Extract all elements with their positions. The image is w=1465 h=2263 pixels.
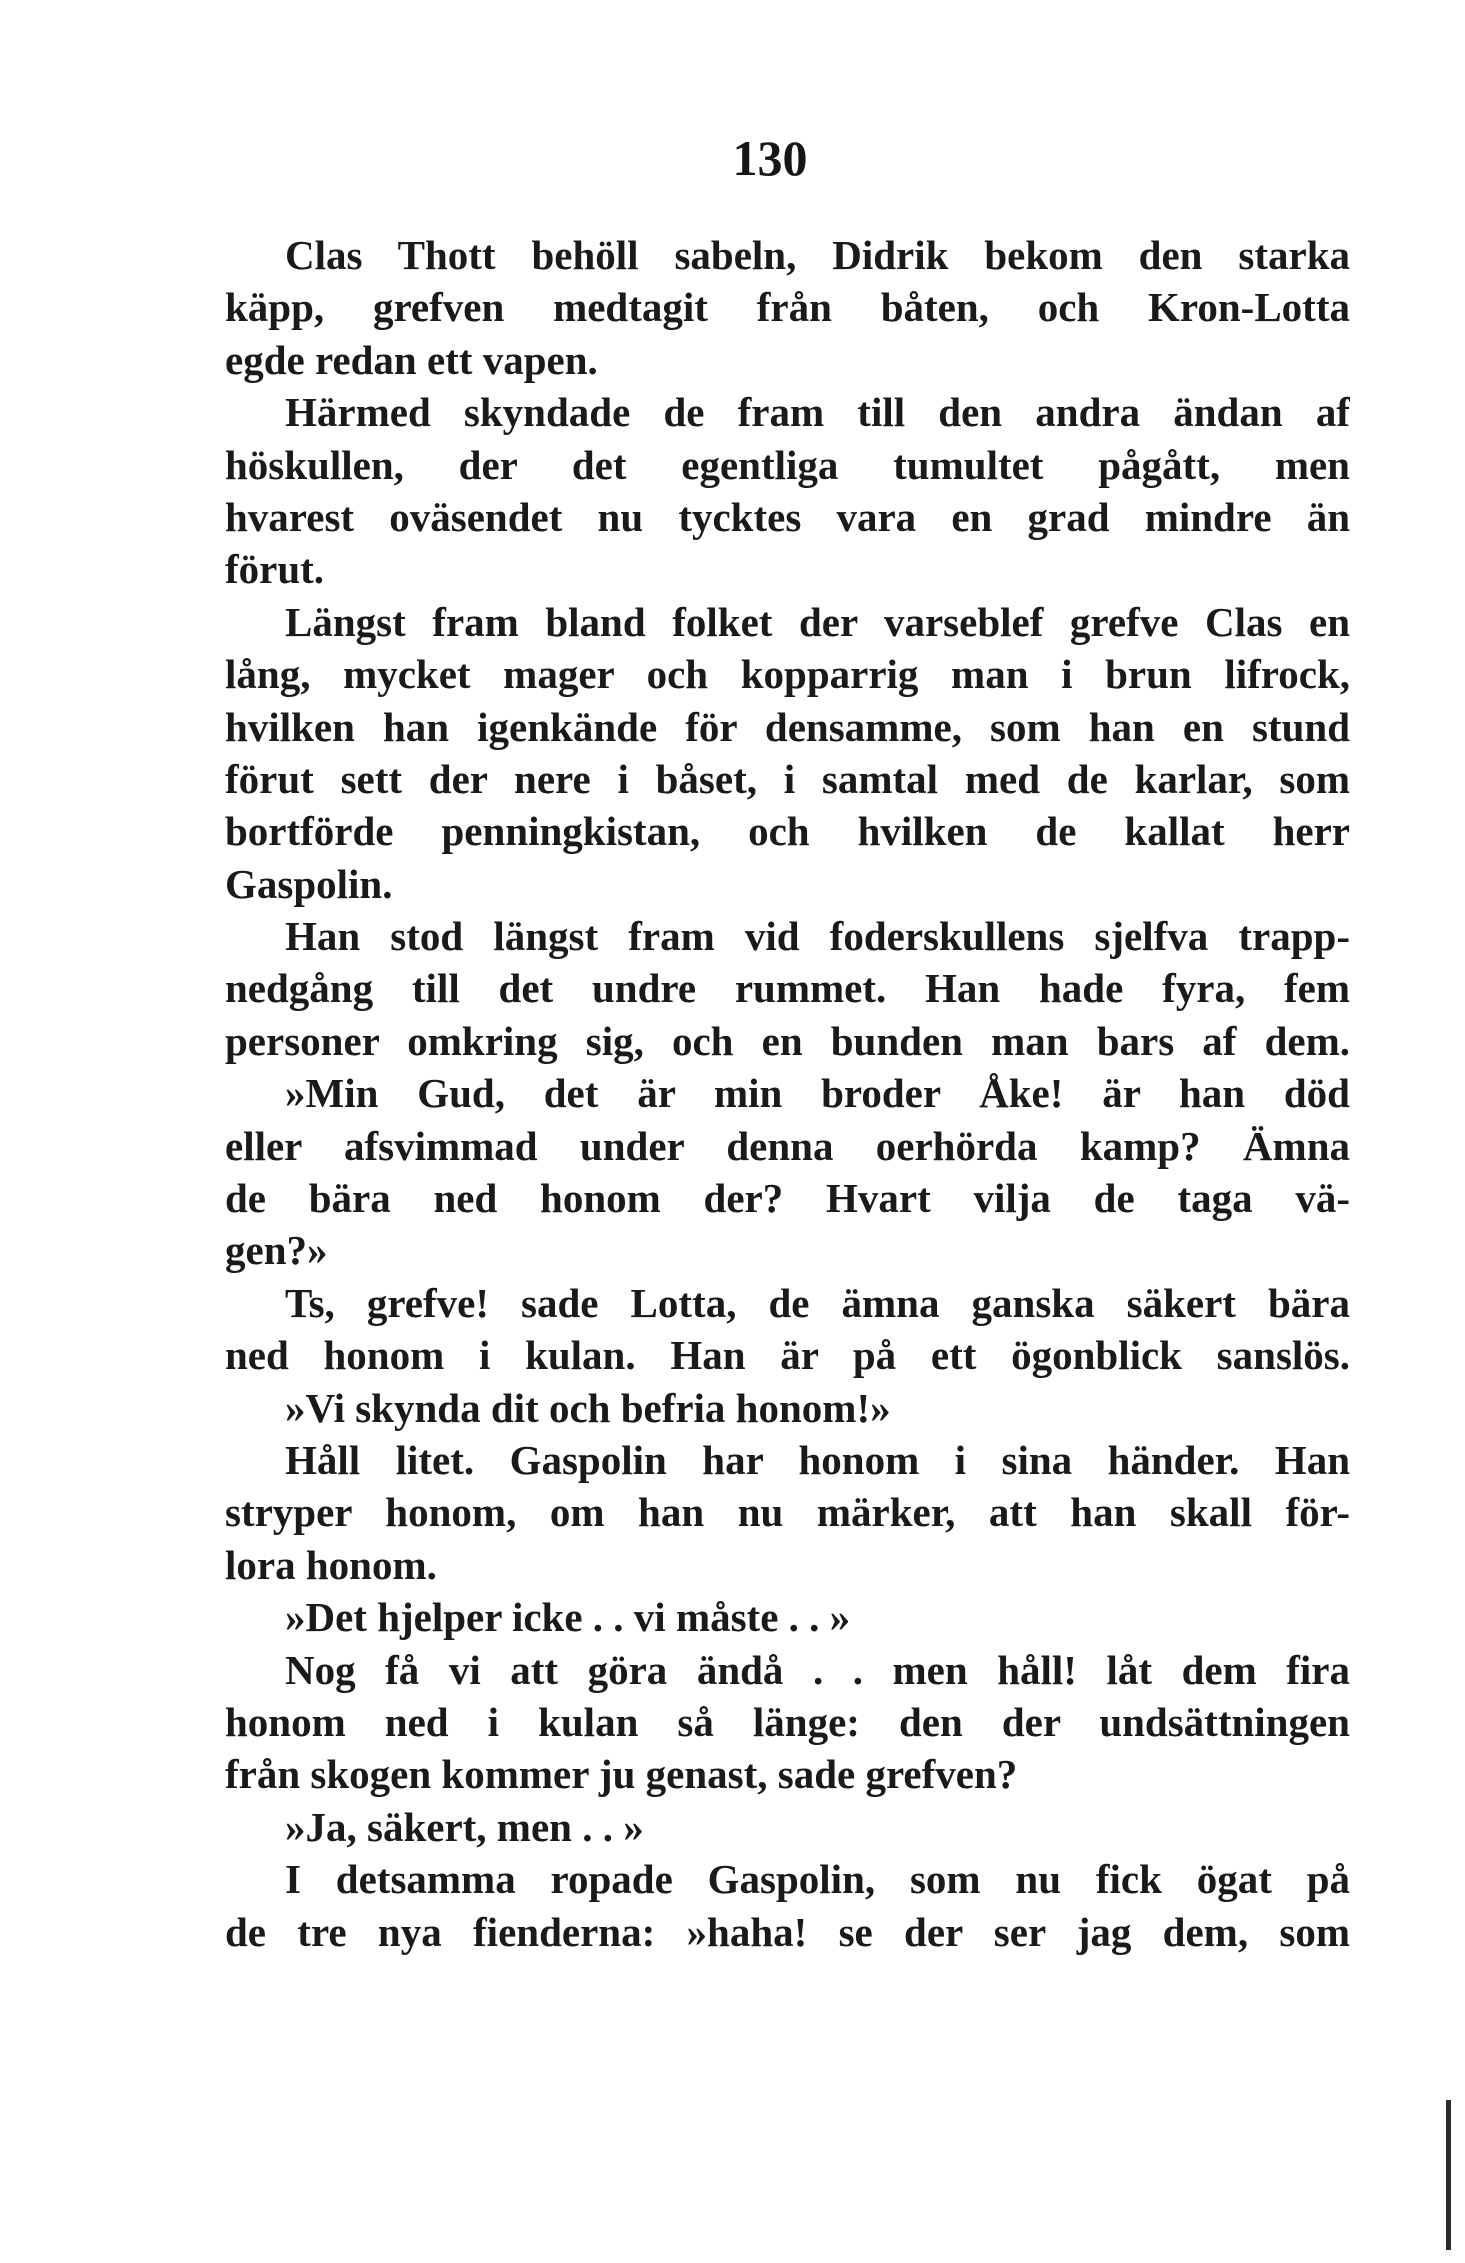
text-line: »Det hjelper icke . . vi måste . . »: [285, 1594, 851, 1641]
text-line: de bära ned honom der? Hvart vilja de taga vä-: [225, 1175, 1350, 1222]
text-line: eller afsvimmad under denna oerhörda kamp? Ämna: [225, 1122, 1350, 1169]
page-edge-shadow: [1446, 2100, 1451, 2250]
text-line: Härmed skyndade de fram till den andra ändan af: [285, 389, 1350, 436]
text-line: lång, mycket mager och kopparrig man i brun lifrock,: [225, 651, 1350, 698]
text-line: Nog få vi att göra ändå . . men håll! låt dem fira: [285, 1646, 1350, 1693]
text-line: egde redan ett vapen.: [225, 336, 598, 383]
text-line: från skogen kommer ju genast, sade grefven?: [225, 1751, 1018, 1798]
page-number: 130: [732, 130, 808, 186]
body-text: [225, 229, 1350, 1958]
text-line: hvilken han igenkände för densamme, som han en stund: [225, 703, 1350, 750]
text-line: nedgång till det undre rummet. Han hade fyra, fem: [225, 965, 1350, 1012]
text-line: bortförde penningkistan, och hvilken de kallat herr: [225, 808, 1350, 855]
text-line: stryper honom, om han nu märker, att han skall för-: [225, 1489, 1350, 1536]
text-line: Gaspolin.: [225, 860, 393, 907]
text-line: förut.: [225, 546, 325, 593]
text-line: de tre nya fienderna: »haha! se der ser jag dem, som: [225, 1908, 1350, 1955]
text-line: käpp, grefven medtagit från båten, och Kron-Lotta: [225, 284, 1350, 331]
text-line: lora honom.: [225, 1541, 437, 1588]
text-line: I detsamma ropade Gaspolin, som nu fick ögat på: [285, 1856, 1350, 1903]
text-line: Håll litet. Gaspolin har honom i sina händer. Han: [285, 1436, 1350, 1483]
text-line: Ts, grefve! sade Lotta, de ämna ganska säkert bära: [285, 1279, 1350, 1326]
text-line: höskullen, der det egentliga tumultet pågått, men: [225, 441, 1350, 488]
text-line: honom ned i kulan så länge: den der undsättningen: [225, 1698, 1350, 1745]
text-line: gen?»: [225, 1227, 328, 1274]
text-line: ned honom i kulan. Han är på ett ögonblick sanslös.: [225, 1332, 1350, 1379]
text-line: hvarest oväsendet nu tycktes vara en grad mindre än: [225, 493, 1350, 540]
text-line: Längst fram bland folket der varseblef grefve Clas en: [285, 598, 1350, 645]
text-line: »Vi skynda dit och befria honom!»: [285, 1384, 891, 1431]
text-line: förut sett der nere i båset, i samtal med de karlar, som: [225, 755, 1350, 802]
text-line: Han stod längst fram vid foderskullens sjelfva trapp-: [285, 913, 1350, 960]
text-line: »Min Gud, det är min broder Åke! är han död: [285, 1070, 1350, 1117]
text-line: »Ja, säkert, men . . »: [285, 1803, 644, 1850]
text-line: Clas Thott behöll sabeln, Didrik bekom den starka: [285, 232, 1350, 278]
text-line: personer omkring sig, och en bunden man bars af dem.: [225, 1017, 1350, 1064]
